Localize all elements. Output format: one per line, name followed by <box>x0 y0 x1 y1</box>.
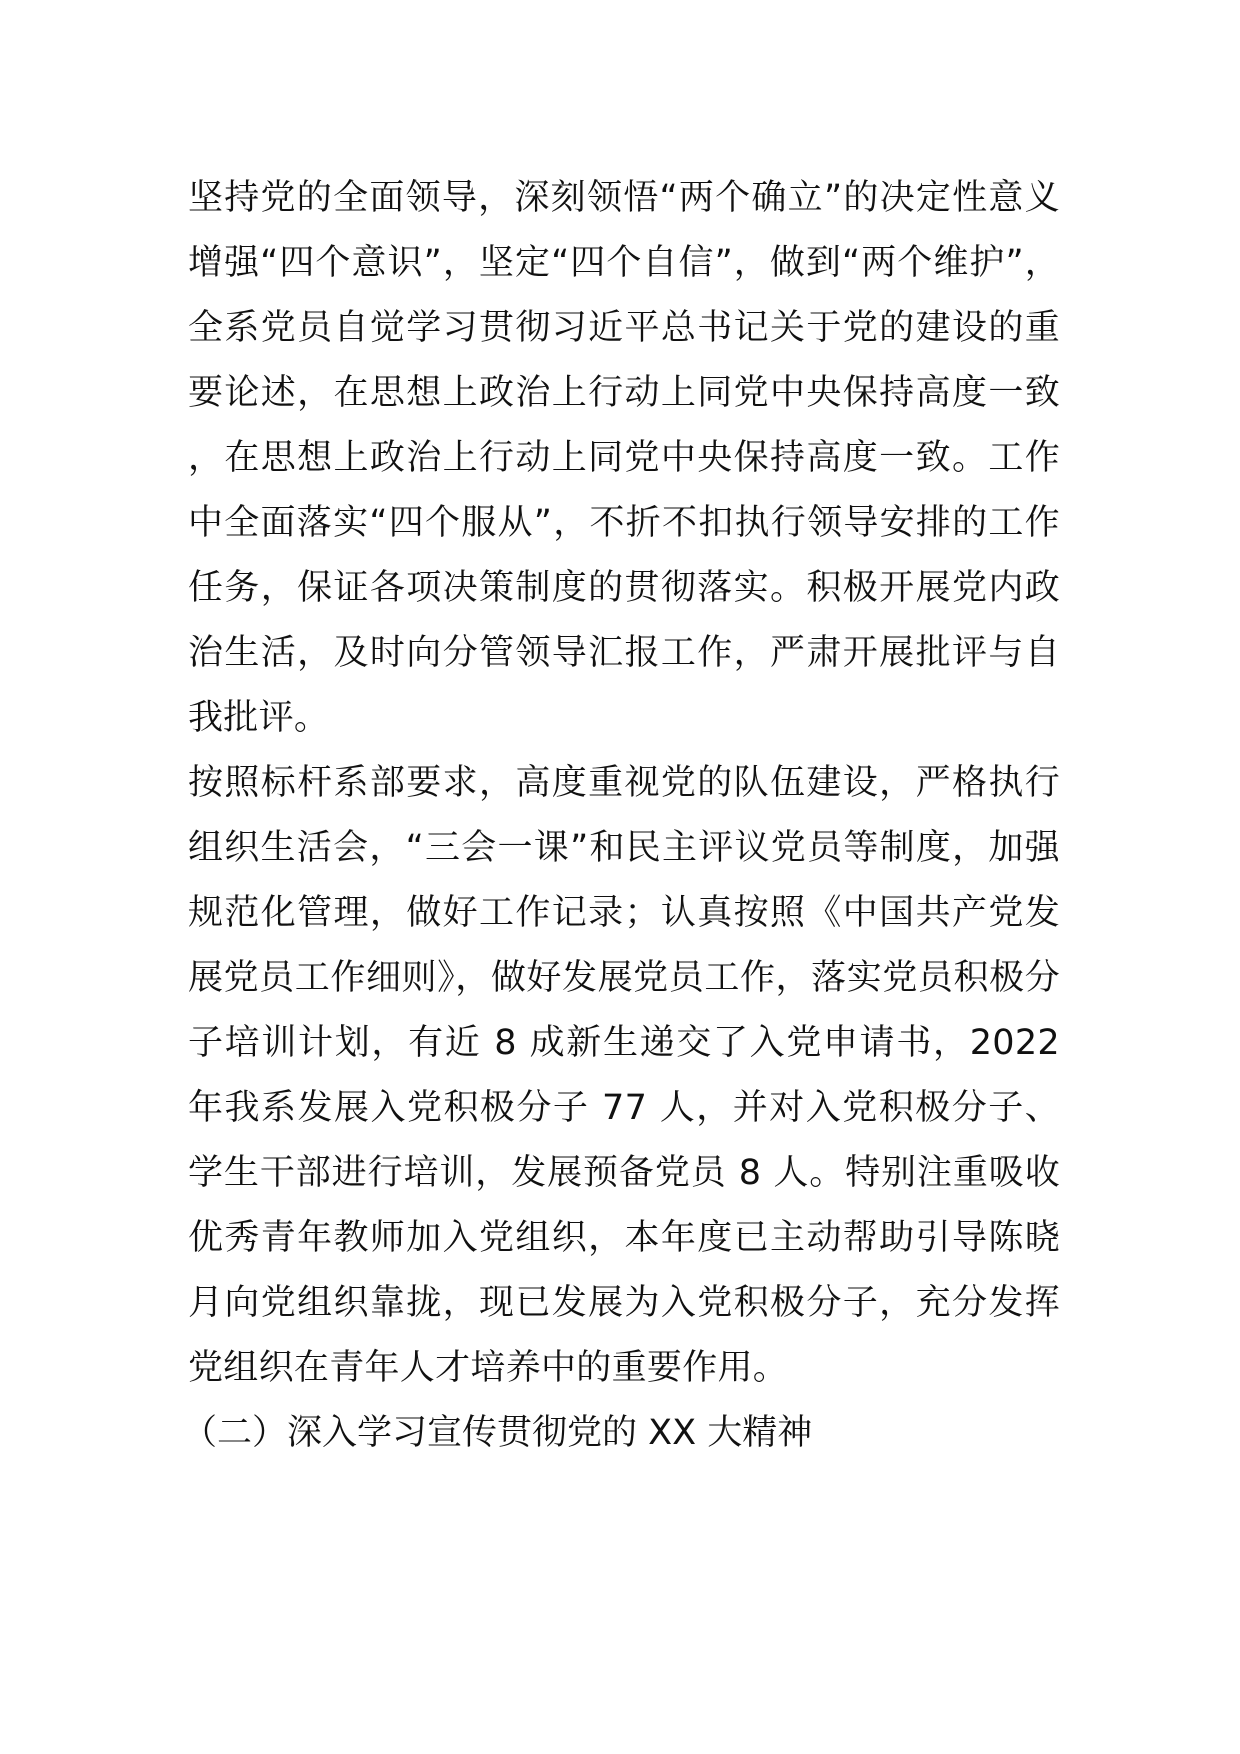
paragraph-party-leadership: 坚持党的全面领导，深刻领悟“两个确立”的决定性意义增强“四个意识”，坚定“四个自信”，做到“两个维护”，全系党员自觉学习贯彻习近平总书记关于党的建设的重要论述，在思想上政治上行动上同党中央保持高度一致，在思想上政治上行动上同党中央保持高度一致。工作中全面落实“四个服从”，不折不扣执行领导安排的工作任务，保证各项决策制度的贯彻落实。积极开展党内政治生活，及时向分管领导汇报工作，严肃开展批评与自我批评。 <box>188 178 1060 738</box>
document-body <box>182 166 1060 1466</box>
section-heading: （二）深入学习宣传贯彻党的 XX 大精神 <box>182 1413 813 1453</box>
paragraph-team-building: 按照标杆系部要求，高度重视党的队伍建设，严格执行组织生活会，“三会一课”和民主评议党员等制度，加强规范化管理，做好工作记录；认真按照《中国共产党发展党员工作细则》，做好发展党员工作，落实党员积极分子培训计划，有近 8 成新生递交了入党申请书，2022 年我系发展入党积极分子 77 人，并对入党积极分子、学生干部进行培训，发展预备党员 8 人。特别注重吸收优秀青年教师加入党组织，本年度已主动帮助引导陈晓月向党组织靠拢，现已发展为入党积极分子，充分发挥党组织在青年人才培养中的重要作用。 <box>188 763 1060 1388</box>
